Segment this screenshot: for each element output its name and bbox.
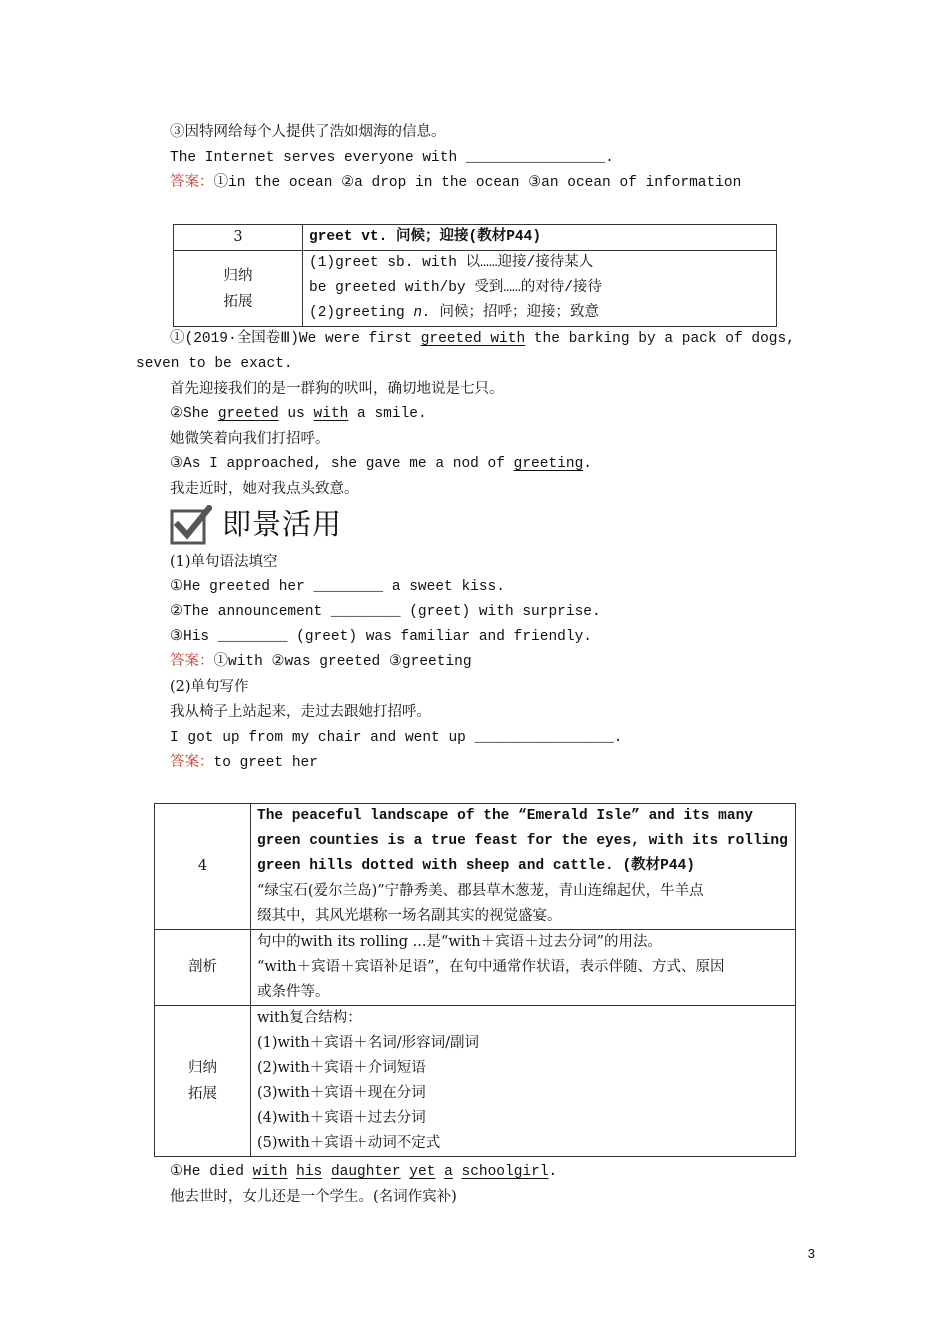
practice-1-q3: ③His ________ (greet) was familiar and friendly. [170,629,592,645]
example-with-translation: 他去世时，女儿还是一个学生。(名词作宾补) [170,1189,457,1205]
summary-label [155,1006,251,1157]
summary-row: (5)with＋宾语＋动词不定式 [257,1135,441,1151]
page-number: 3 [807,1246,815,1261]
summary-content [303,251,777,327]
analysis-line: 句中的with its rolling ...是“with＋宾语＋过去分词”的用法。 [257,934,663,950]
summary-row: (2)greeting n. 问候；招呼；迎接；致意 [309,305,600,321]
q3-english: The Internet serves everyone with ________________. [170,150,614,166]
practice-1-title: (1)单句语法填空 [170,554,278,570]
item-number: 3 [174,225,303,251]
summary-row: (4)with＋宾语＋过去分词 [257,1110,426,1126]
summary-label-2: 拓展 [223,293,253,310]
summary-label-1: 归纳 [188,1060,217,1076]
practice-1-q2: ②The announcement ________ (greet) with surprise. [170,604,601,620]
sentence-line: green counties is a true feast for the eyes, with its rolling [257,833,788,849]
example-1: ①(2019·全国卷Ⅲ)We were first greeted with the barking by a pack of dogs, [170,331,795,347]
q3-chinese: ③因特网给每个人提供了浩如烟海的信息。 [170,124,446,140]
analysis-label: 剖析 [155,930,251,1006]
item-head: greet vt. 问候；迎接(教材P44) [303,225,777,251]
translation-line: 缀其中，其风光堪称一场名副其实的视觉盛宴。 [257,908,562,924]
practice-1-answer: 答案：①with ②was greeted ③greeting [170,654,472,670]
item-sentence [251,804,796,930]
summary-row: be greeted with/by 受到……的对待/接待 [309,280,602,296]
example-3: ③As I approached, she gave me a nod of greeting. [170,456,592,472]
answer-text: ①in the ocean ②a drop in the ocean ③an ocean of information [213,175,742,191]
item-number: 4 [155,804,251,930]
example-3-translation: 我走近时，她对我点头致意。 [170,481,359,497]
sentence-line: green hills dotted with sheep and cattle. (教材P44) [257,858,695,874]
summary-content [251,1006,796,1157]
example-1-cont: seven to be exact. [136,356,293,372]
summary-row: with复合结构： [257,1010,362,1026]
summary-row: (1)greet sb. with 以……迎接/接待某人 [309,255,594,271]
table-with-structure [154,803,796,1157]
analysis-line: 或条件等。 [257,984,330,1000]
sentence-line: The peaceful landscape of the “Emerald Isle” and its many [257,808,753,824]
translation-line: “绿宝石(爱尔兰岛)”宁静秀美、郡县草木葱茏，青山连绵起伏，牛羊点 [257,883,704,899]
summary-row: (1)with＋宾语＋名词/形容词/副词 [257,1035,480,1051]
summary-label-2: 拓展 [188,1086,217,1102]
practice-2-title: (2)单句写作 [170,679,249,695]
example-with: ①He died with his daughter yet a schoolgirl. [170,1164,558,1180]
analysis-line: “with＋宾语＋宾语补足语”，在句中通常作状语，表示伴随、方式、原因 [257,959,725,975]
practice-2-english: I got up from my chair and went up ________________. [170,730,623,746]
practice-1-q1: ①He greeted her ________ a sweet kiss. [170,579,505,595]
section-title: 即景活用 [222,507,343,541]
answer-line [170,172,741,194]
summary-label [174,251,303,327]
table-greet [173,224,777,327]
answer-label: 答案： [170,175,214,191]
summary-row: (2)with＋宾语＋介词短语 [257,1060,426,1076]
practice-2-answer: 答案：to greet her [170,755,318,771]
example-2: ②She greeted us with a smile. [170,406,427,422]
summary-row: (3)with＋宾语＋现在分词 [257,1085,426,1101]
check-box-icon [170,505,212,545]
example-1-translation: 首先迎接我们的是一群狗的吠叫，确切地说是七只。 [170,381,504,397]
summary-label-1: 归纳 [223,267,253,284]
practice-2-chinese: 我从椅子上站起来，走过去跟她打招呼。 [170,704,431,720]
example-2-translation: 她微笑着向我们打招呼。 [170,431,330,447]
analysis-content [251,930,796,1006]
